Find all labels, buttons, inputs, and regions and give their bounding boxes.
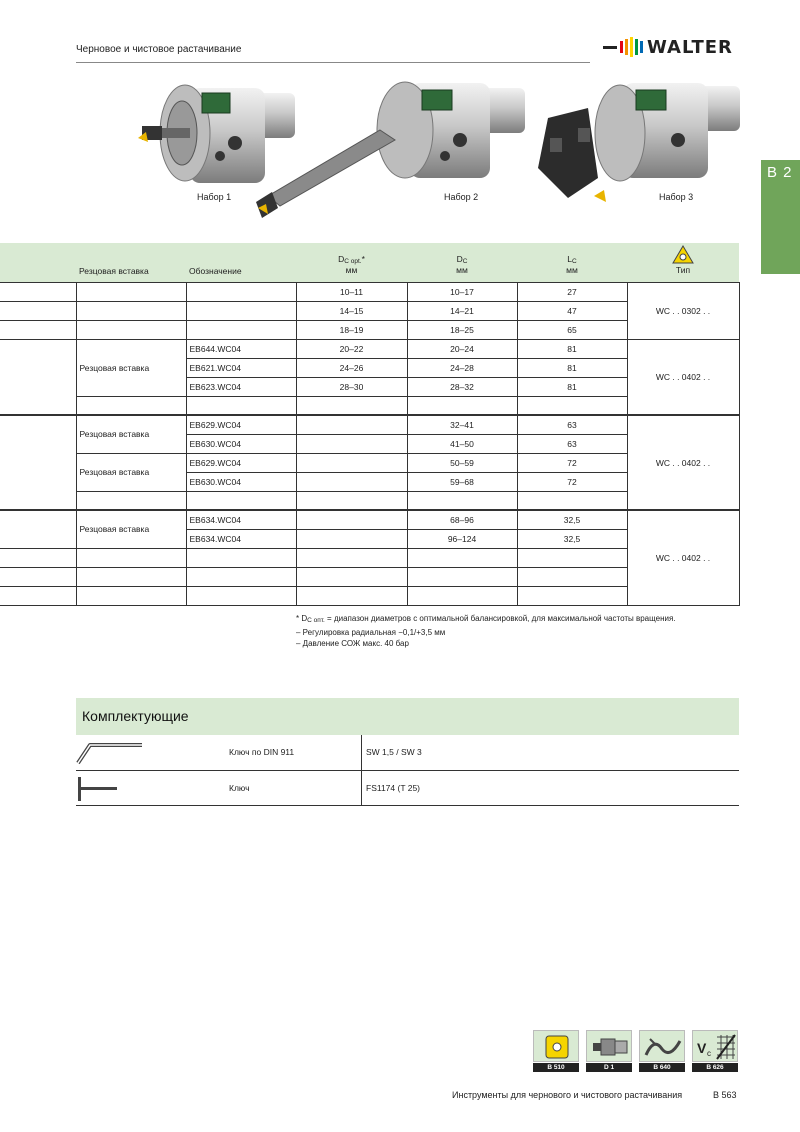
header-designation: Обозначение (186, 243, 296, 282)
accessory-label: Ключ (229, 783, 250, 793)
table-row: Резцовая вставка EB629.WC04 50–59 72 (0, 453, 739, 472)
walter-logo (603, 36, 743, 58)
insert-cell: Резцовая вставка (76, 339, 186, 396)
insert-icon (534, 1031, 580, 1063)
table-row: EB630.WC04 59–68 72 (0, 472, 739, 491)
table-row: EB630.WC04 41–50 63 (0, 434, 739, 453)
insert-cell: Резцовая вставка (76, 415, 186, 453)
ref-icon-b510[interactable]: B 510 (533, 1030, 579, 1072)
insert-cell: Резцовая вставка (76, 453, 186, 491)
caption-set-2: Набор 2 (444, 192, 479, 202)
vc-chart-icon (693, 1031, 739, 1063)
t-handle-key-icon (76, 775, 120, 803)
type-cell: WC . . 0402 . . (627, 339, 739, 415)
header-divider (76, 62, 590, 63)
accessory-row (76, 735, 739, 771)
table-row: Резцовая вставка EB634.WC04 68–96 32,5 WC . . 0402 . . (0, 510, 739, 529)
ref-icon-d1[interactable]: D 1 (586, 1030, 632, 1072)
table-row: EB634.WC04 96–124 32,5 (0, 529, 739, 548)
footer-section-title: Инструменты для чернового и чистового растачивания (452, 1090, 683, 1100)
accessories-title: Комплектующие (82, 708, 189, 724)
accessory-label: Ключ по DIN 911 (229, 747, 295, 757)
table-header-row (0, 243, 739, 282)
type-cell: WC . . 0402 . . (627, 510, 739, 605)
type-cell: WC . . 0302 . . (627, 282, 739, 339)
hex-key-icon (76, 739, 146, 767)
svg-text:V: V (697, 1040, 707, 1056)
insert-type-icon (672, 245, 694, 265)
ref-icon-b626[interactable]: V c B 626 (692, 1030, 738, 1072)
table-row: 18–19 18–25 65 (0, 320, 739, 339)
ref-icon-b640[interactable]: B 640 (639, 1030, 685, 1072)
table-row: EB623.WC04 28–30 28–32 81 (0, 377, 739, 396)
tool-set-3-image (538, 78, 748, 213)
header-insert: Резцовая вставка (76, 243, 186, 282)
accessory-row (76, 771, 739, 806)
chip-icon (640, 1031, 686, 1063)
table-row: EB621.WC04 24–26 24–28 81 (0, 358, 739, 377)
tools-table (0, 243, 740, 606)
page-number: B 563 (713, 1090, 737, 1100)
accessory-value: FS1174 (T 25) (366, 783, 421, 793)
header-dc: DC мм (407, 243, 517, 282)
table-notes (296, 613, 676, 650)
header-lc: LC мм (517, 243, 627, 282)
tool-set-2-image (250, 78, 540, 228)
table-row: 14–15 14–21 47 (0, 301, 739, 320)
table-row: Резцовая вставка EB629.WC04 32–41 63 WC . . 0402 . . (0, 415, 739, 434)
holder-icon (587, 1031, 633, 1063)
caption-set-3: Набор 3 (659, 192, 694, 202)
note-dc-opt: * DC опт. = диапазон диаметров с оптимальной балансировкой, для максимальной частоты вращения. (296, 614, 676, 624)
note-adjustment: – Регулировка радиальная −0,1/+3,5 мм (296, 627, 446, 637)
logo-bars (620, 37, 643, 57)
type-cell: WC . . 0402 . . (627, 415, 739, 510)
chapter-tab: B 2 (761, 160, 800, 274)
page-header-title: Черновое и чистовое растачивание (76, 44, 242, 55)
table-row: Резцовая вставка EB644.WC04 20–22 20–24 81 WC . . 0402 . . (0, 339, 739, 358)
header-dc-opt: DC opt.* мм (296, 243, 407, 282)
note-coolant: – Давление СОЖ макс. 40 бар (296, 639, 409, 648)
table-row: 10–11 10–17 27 WC . . 0302 . . (0, 282, 739, 301)
accessory-value: SW 1,5 / SW 3 (366, 747, 422, 757)
svg-text:c: c (707, 1049, 711, 1058)
caption-set-1: Набор 1 (197, 192, 232, 202)
insert-cell: Резцовая вставка (76, 510, 186, 548)
logo-text: WALTER (647, 36, 733, 58)
header-type: Тип (627, 243, 739, 282)
